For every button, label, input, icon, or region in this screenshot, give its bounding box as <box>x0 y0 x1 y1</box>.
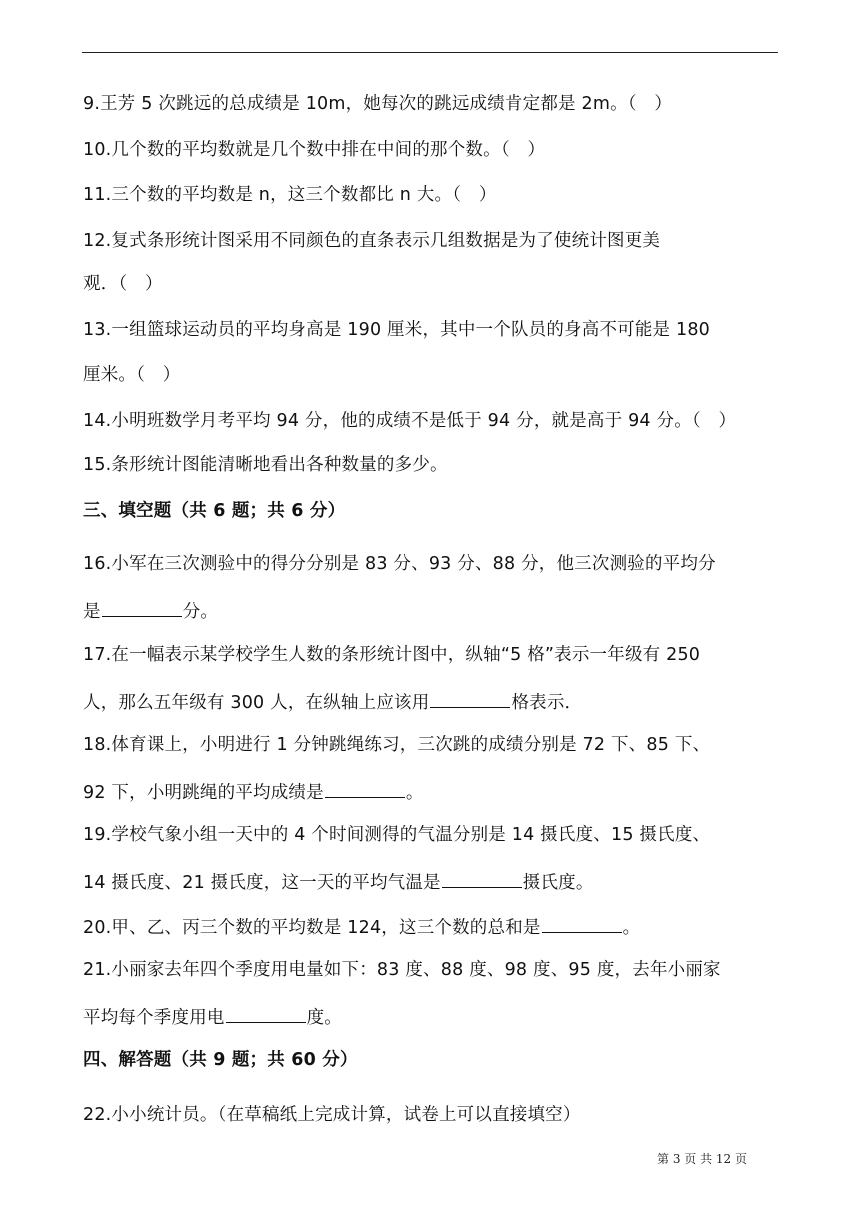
question-17-text-after: 格表示． <box>511 693 583 713</box>
question-21-text-after: 度。 <box>306 1008 343 1028</box>
question-17-text-before: 人，那么五年级有 300 人，在纵轴上应该用 <box>83 693 430 713</box>
section-heading-fill-blank: 三、填空题（共 6 题；共 6 分） <box>83 501 346 521</box>
question-10: 10.几个数的平均数就是几个数中排在中间的那个数。（ ） <box>83 140 546 160</box>
question-16-text-after: 分。 <box>182 602 219 622</box>
answer-blank-20[interactable] <box>542 914 622 933</box>
question-17-line2 <box>83 689 582 714</box>
question-12-line1: 12.复式条形统计图采用不同颜色的直条表示几组数据是为了使统计图更美 <box>83 231 661 251</box>
header-rule <box>82 52 778 53</box>
question-18-line1: 18.体育课上，小明进行 1 分钟跳绳练习，三次跳的成绩分别是 72 下、85 下、 <box>83 735 711 755</box>
question-21-text-before: 平均每个季度用电 <box>83 1008 225 1028</box>
question-21-line2 <box>83 1004 342 1029</box>
question-13-line2: 厘米。（ ） <box>83 365 181 385</box>
question-22: 22.小小统计员。（在草稿纸上完成计算，试卷上可以直接填空） <box>83 1105 581 1125</box>
question-11: 11.三个数的平均数是 n，这三个数都比 n 大。（ ） <box>83 185 497 205</box>
question-20-text-before: 20.甲、乙、丙三个数的平均数是 124，这三个数的总和是 <box>83 918 541 938</box>
question-16-text-before: 是 <box>83 602 101 622</box>
question-18-line2 <box>83 779 424 804</box>
question-19-text-before: 14 摄氏度、21 摄氏度，这一天的平均气温是 <box>83 873 441 893</box>
question-16-line2 <box>83 598 218 623</box>
question-18-text-before: 92 下，小明跳绳的平均成绩是 <box>83 783 324 803</box>
page-number: 第 3 页 共 12 页 <box>657 1152 747 1166</box>
answer-blank-21[interactable] <box>226 1004 306 1023</box>
section-heading-answer: 四、解答题（共 9 题；共 60 分） <box>83 1050 358 1070</box>
question-19-line2 <box>83 869 594 894</box>
question-19-text-after: 摄氏度。 <box>522 873 594 893</box>
question-20-text-after: 。 <box>622 918 641 938</box>
question-21-line1: 21.小丽家去年四个季度用电量如下：83 度、88 度、98 度、95 度，去年小丽家 <box>83 960 721 980</box>
question-14: 14.小明班数学月考平均 94 分，他的成绩不是低于 94 分，就是高于 94 分。（ ） <box>83 411 737 431</box>
question-18-text-after: 。 <box>405 783 424 803</box>
question-20 <box>83 914 640 939</box>
question-12-line2: 观．（ ） <box>83 274 163 294</box>
answer-blank-18[interactable] <box>325 779 405 798</box>
question-13-line1: 13.一组篮球运动员的平均身高是 190 厘米，其中一个队员的身高不可能是 180 <box>83 320 711 340</box>
question-19-line1: 19.学校气象小组一天中的 4 个时间测得的气温分别是 14 摄氏度、15 摄氏度、 <box>83 825 711 845</box>
answer-blank-16[interactable] <box>102 598 182 617</box>
question-16-line1: 16.小军在三次测验中的得分分别是 83 分、93 分、88 分，他三次测验的平均分 <box>83 554 716 574</box>
question-15: 15.条形统计图能清晰地看出各种数量的多少。 <box>83 455 448 475</box>
question-9: 9.王芳 5 次跳远的总成绩是 10m，她每次的跳远成绩肯定都是 2m。（ ） <box>83 94 673 114</box>
answer-blank-19[interactable] <box>442 869 522 888</box>
answer-blank-17[interactable] <box>430 689 510 708</box>
question-17-line1: 17.在一幅表示某学校学生人数的条形统计图中，纵轴“5 格”表示一年级有 250 <box>83 645 701 665</box>
